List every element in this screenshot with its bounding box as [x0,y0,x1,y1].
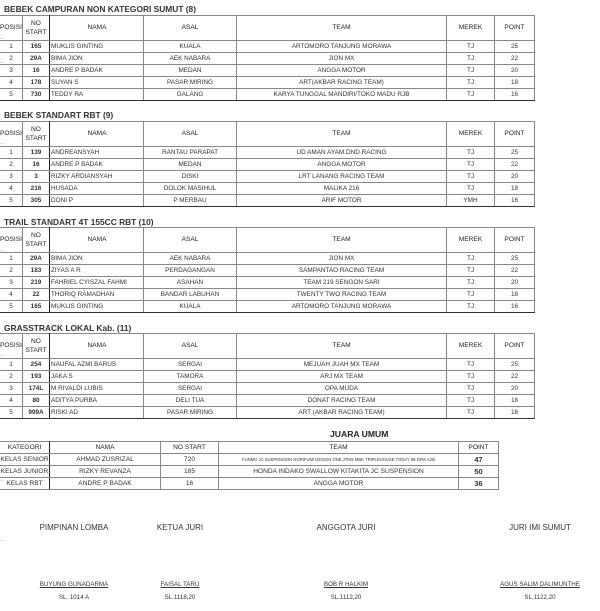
cell-no-start: 254 [23,359,50,371]
header-asal: ASAL [144,334,237,359]
cell-merek: TJ [447,65,495,77]
cell-asal: PASAR MIRING [144,407,237,419]
cell-merek: TJ [447,41,495,53]
table-header-row [0,228,535,253]
cell-asal: SERGAI [144,359,237,371]
header-no-start-line1: NO [31,126,41,133]
cell-point: 16 [495,407,535,419]
cell-no-start: 730 [23,89,50,101]
cell-merek: TJ [447,407,495,419]
cell-nama: ANDRE P BADAK [50,159,144,171]
cell-point: 16 [495,89,535,101]
table-row [0,478,499,490]
table-row [0,53,535,65]
cell-asal: DELI TUA [144,395,237,407]
cell-merek: TJ [447,265,495,277]
table-row [0,383,535,395]
signature-id: SL.1112,20 [330,594,362,601]
cell-asal: KUALA [144,41,237,53]
cell-team: ANGGA MOTOR [219,478,459,490]
cell-merek: TJ [447,253,495,265]
table-row [0,183,535,195]
cell-merek: TJ [447,289,495,301]
gridline [0,540,4,541]
cell-posisi: 2 [0,53,23,65]
header-no-start [23,228,50,253]
signature-block [24,523,124,601]
cell-team: UD AMAN AYAM.DND RACING [237,147,447,159]
cell-point: 16 [495,195,535,207]
cell-nama: MUKLIS GINTING [50,41,144,53]
table-row [0,301,535,313]
cell-nama: TEDDY RA [50,89,144,101]
signature-block [140,523,220,601]
cell-team: MALIKA 216 [237,183,447,195]
cell-posisi: 2 [0,265,23,277]
header-team: TEAM [237,334,447,359]
cell-point: 22 [495,53,535,65]
results-table [0,333,535,419]
cell-no-start: 3 [23,171,50,183]
cell-nama: BIMA JION [50,53,144,65]
cell-team: HONDA INDAKO SWALLOW KITAKITA JC SUSPENSION [219,466,459,478]
cell-nama: RISKI AD [50,407,144,419]
cell-nama: BIMA JION [50,253,144,265]
cell-point: 50 [459,466,499,478]
cell-no-start: 16 [23,65,50,77]
table-header-row [0,122,535,147]
header-merek: MEREK [447,16,495,41]
cell-posisi: 1 [0,253,23,265]
cell-merek: YMH [447,195,495,207]
header-point: POINT [495,228,535,253]
header-team: TEAM [237,228,447,253]
cell-no-start: 29A [23,253,50,265]
cell-team: ARIF MOTOR [237,195,447,207]
table-row [0,371,535,383]
table-header-row [0,334,535,359]
cell-team: JION MX [237,253,447,265]
cell-merek: TJ [447,89,495,101]
cell-no-start: 720 [161,454,219,466]
table-row [0,159,535,171]
cell-team: ARTOMORO TANJUNG MORAWA [237,41,447,53]
table-row [0,77,535,89]
cell-nama: FAHRIEL CYISZAL FAHMI [50,277,144,289]
cell-point: 25 [495,41,535,53]
cell-posisi: 1 [0,41,23,53]
table-row [0,171,535,183]
signature-id: SL.1118,20 [164,594,196,601]
cell-point: 25 [495,253,535,265]
cell-point: 16 [495,301,535,313]
header-nama: NAMA [50,16,144,41]
cell-no-start: 183 [23,265,50,277]
cell-nama: ADITYA PURBA [50,395,144,407]
cell-asal: PASAR MIRING [144,77,237,89]
cell-point: 18 [495,395,535,407]
cell-merek: TJ [447,53,495,65]
table-row [0,277,535,289]
cell-kategori: KELAS SENIOR [0,454,50,466]
header-no-start-line1: NO [31,232,41,239]
cell-merek: TJ [447,383,495,395]
cell-posisi: 4 [0,183,23,195]
cell-no-start: 165 [23,41,50,53]
cell-nama: HUSADA [50,183,144,195]
signature-role: ANGGOTA JURI [316,523,376,532]
header-asal: ASAL [144,122,237,147]
header-point: POINT [495,122,535,147]
signature-block [296,523,396,601]
cell-team: DONAT RACING TEAM [237,395,447,407]
cell-merek: TJ [447,159,495,171]
cell-posisi: 4 [0,77,23,89]
header-team: TEAM [237,122,447,147]
cell-asal: SERGAI [144,383,237,395]
header-nama: NAMA [50,122,144,147]
cell-no-start: 178 [23,77,50,89]
cell-team: ARJ MX TEAM [237,371,447,383]
table-row [0,41,535,53]
signature-name: BOB R HALKIM [323,581,368,588]
cell-team: OPA MUDA [237,383,447,395]
section-title: BEBEK CAMPURAN NON KATEGORI SUMUT (8) [4,4,197,14]
cell-team: ARTOMORO TANJUNG MORAWA [237,301,447,313]
table-row [0,89,535,101]
cell-asal: P MERBAU [144,195,237,207]
header-posisi: POSISI [0,16,23,41]
section-title: BEBEK STANDART RBT (9) [4,110,114,120]
cell-point: 22 [495,159,535,171]
cell-no-start: 22 [23,289,50,301]
cell-team: ANGGA MOTOR [237,159,447,171]
cell-no-start: 165 [23,301,50,313]
cell-nama: THORIQ RAMADHAN [50,289,144,301]
signature-role: KETUA JURI [156,523,204,532]
cell-posisi: 5 [0,195,23,207]
cell-posisi: 3 [0,171,23,183]
cell-no-start: 16 [23,159,50,171]
cell-posisi: 2 [0,371,23,383]
section-title: GRASSTRACK LOKAL Kab. (11) [4,323,132,333]
cell-kategori: KELAS RBT [0,478,50,490]
signature-block [490,523,590,601]
header-asal: ASAL [144,16,237,41]
header-kategori: KATEGORI [0,442,50,454]
signature-role: JURI IMI SUMUT [509,523,571,532]
table-row [0,65,535,77]
header-point: POINT [495,16,535,41]
header-no-start: NO START [161,442,219,454]
cell-team: ART (AKBAR RACING TEAM) [237,407,447,419]
header-nama: NAMA [50,442,161,454]
header-no-start [23,334,50,359]
signature-name: AGUS SALIM DALIMUNTHE [500,581,580,588]
table-row [0,289,535,301]
cell-no-start: 305 [23,195,50,207]
cell-posisi: 5 [0,301,23,313]
cell-point: 20 [495,171,535,183]
cell-nama: ANDRE P BADAK [50,478,161,490]
cell-point: 36 [459,478,499,490]
table-header-row [0,16,535,41]
cell-nama: ANDREANSYAH [50,147,144,159]
cell-team: FUNMO JC SUSPENSION NORIFUMI DESIGN ONE.JTMX MBK TRIPLEHOUSE TODAY 88 DFM AJM [219,454,459,466]
table-row [0,195,535,207]
cell-point: 25 [495,359,535,371]
cell-point: 20 [495,383,535,395]
cell-asal: GALANG [144,89,237,101]
cell-posisi: 1 [0,359,23,371]
cell-point: 22 [495,265,535,277]
cell-nama: M RIVALDI LUBIS [50,383,144,395]
header-no-start-line2: START [25,29,47,36]
cell-no-start: 185 [161,466,219,478]
cell-merek: TJ [447,395,495,407]
table-row [0,359,535,371]
table-row [0,265,535,277]
cell-nama: DONI P [50,195,144,207]
results-table [0,227,535,313]
header-no-start-line2: START [25,241,47,248]
cell-team: MEJUAH JUAH MX TEAM [237,359,447,371]
cell-team: SAMPANTAO RACING TEAM [237,265,447,277]
signature-id: SL,1122,20 [524,594,556,601]
cell-merek: TJ [447,183,495,195]
results-table [0,121,535,207]
cell-point: 22 [495,371,535,383]
header-no-start-line2: START [25,347,47,354]
cell-asal: PERDAGANGAN [144,265,237,277]
cell-merek: TJ [447,359,495,371]
cell-asal: KUALA [144,301,237,313]
table-row [0,466,499,478]
results-table [0,15,535,101]
header-no-start [23,16,50,41]
cell-no-start: 999A [23,407,50,419]
cell-point: 18 [495,77,535,89]
cell-posisi: 3 [0,383,23,395]
table-row [0,407,535,419]
cell-point: 18 [495,289,535,301]
cell-no-start: 139 [23,147,50,159]
cell-nama: RIZKY ARDIANSYAH [50,171,144,183]
cell-posisi: 1 [0,147,23,159]
header-point: POINT [459,442,499,454]
cell-nama: RIZKY REVANZA [50,466,161,478]
header-nama: NAMA [50,228,144,253]
cell-nama: NAUFAL AZMI BARUS [50,359,144,371]
cell-merek: TJ [447,171,495,183]
cell-team: JION MX [237,53,447,65]
cell-nama: SUYAN S [50,77,144,89]
header-nama: NAMA [50,334,144,359]
cell-team: TEAM 219 SENGON SARI [237,277,447,289]
cell-nama: ZIYAS A R [50,265,144,277]
cell-merek: TJ [447,371,495,383]
cell-point: 18 [495,183,535,195]
cell-no-start: 29A [23,53,50,65]
header-posisi: POSISI [0,228,23,253]
cell-nama: JAKA S [50,371,144,383]
header-asal: ASAL [144,228,237,253]
cell-team: LRT LANANG RACING TEAM [237,171,447,183]
cell-merek: TJ [447,277,495,289]
header-team: TEAM [219,442,459,454]
cell-nama: AHMAD ZUSRIZAL [50,454,161,466]
header-team: TEAM [237,16,447,41]
cell-no-start: 219 [23,277,50,289]
header-merek: MEREK [447,334,495,359]
header-no-start-line1: NO [31,338,41,345]
cell-team: ANGGA MOTOR [237,65,447,77]
cell-no-start: 193 [23,371,50,383]
cell-no-start: 80 [23,395,50,407]
cell-merek: TJ [447,301,495,313]
juara-umum-title: JUARA UMUM [330,429,389,439]
table-row [0,454,499,466]
cell-posisi: 5 [0,89,23,101]
signature-name: FAISAL TARU [160,581,200,588]
cell-kategori: KELAS JUNIOR [0,466,50,478]
cell-point: 20 [495,277,535,289]
header-no-start-line1: NO [31,20,41,27]
cell-posisi: 2 [0,159,23,171]
cell-no-start: 16 [161,478,219,490]
cell-point: 20 [495,65,535,77]
juara-umum-table [0,441,499,490]
juara-umum-header-row [0,442,499,454]
cell-asal: TAMORA [144,371,237,383]
cell-asal: DOLOK MASIHUL [144,183,237,195]
cell-nama: ANDRE P BADAK [50,65,144,77]
header-posisi: POSISI [0,122,23,147]
header-no-start-line2: START [25,135,47,142]
header-no-start [23,122,50,147]
header-point: POINT [495,334,535,359]
cell-team: KARYA TUNGGAL MANDIRI/TOKO MADU RJB [237,89,447,101]
cell-asal: BANDAR LABUHAN [144,289,237,301]
cell-merek: TJ [447,147,495,159]
header-merek: MEREK [447,228,495,253]
cell-asal: DISKI [144,171,237,183]
signature-id: SL. 1014 A [58,594,90,601]
cell-posisi: 3 [0,65,23,77]
cell-asal: AEK NABARA [144,53,237,65]
table-row [0,147,535,159]
cell-point: 25 [495,147,535,159]
cell-asal: ASAHAN [144,277,237,289]
cell-team: ART(AKBAR RACING TEAM) [237,77,447,89]
cell-no-start: 216 [23,183,50,195]
cell-merek: TJ [447,77,495,89]
cell-posisi: 4 [0,395,23,407]
cell-asal: AEK NABARA [144,253,237,265]
cell-team: TWENTY TWO RACING TEAM [237,289,447,301]
signature-role: PIMPINAN LOMBA [39,523,109,532]
cell-posisi: 3 [0,277,23,289]
cell-point: 47 [459,454,499,466]
header-merek: MEREK [447,122,495,147]
cell-posisi: 5 [0,407,23,419]
table-row [0,395,535,407]
table-row [0,253,535,265]
section-title: TRAIL STANDART 4T 155CC RBT (10) [4,217,154,227]
cell-posisi: 4 [0,289,23,301]
cell-asal: MEDAN [144,159,237,171]
signature-name: BUYUNG GUNADARMA [39,581,109,588]
cell-asal: RANTAU PARAPAT [144,147,237,159]
cell-asal: MEDAN [144,65,237,77]
header-posisi: POSISI [0,334,23,359]
cell-nama: MUKLIS GINTING [50,301,144,313]
cell-no-start: 174L [23,383,50,395]
